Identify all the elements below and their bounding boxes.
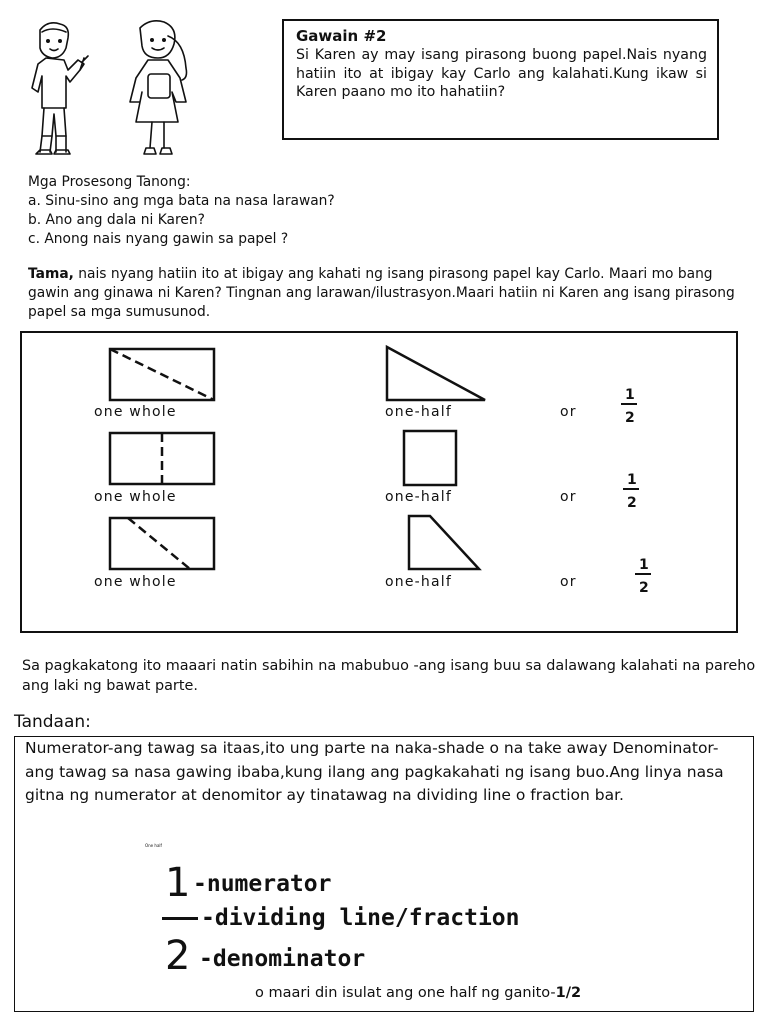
gawain-body: Si Karen ay may isang pirasong buong papel.Nais nyang hatiin ito at ibigay kay Carlo ang kalahati.Kung ikaw si Karen paano mo ito hahatiin? [296,47,707,100]
half-note-value: 1/2 [555,985,582,1001]
process-questions [28,173,335,249]
question-item: b. Ano ang dala ni Karen? [28,212,205,228]
one-half-label: one-half [385,404,452,420]
big-fraction-bar [162,917,198,920]
half-trapezoid [409,516,479,569]
numerator-label: -numerator [193,871,332,897]
half-note-text: o maari din isulat ang one half ng ganito- [255,985,556,1001]
fraction-numerator: 1 [639,557,649,573]
dividing-line-label: -dividing line/fraction [201,905,520,931]
tandaan-box [14,736,754,1012]
conclusion-paragraph: Sa pagkakatong ito maaari natin sabihin na mabubuo -ang isang buu sa dalawang kalahati na pareho ang laki ng bawat parte. [22,658,756,694]
gawain-task-box [282,19,719,140]
fraction-illustration-box [20,331,738,633]
tama-rest: nais nyang hatiin ito at ibigay ang kahati ng isang pirasong papel kay Carlo. Maari mo bang gawin ang ginawa ni Karen? Tingnan ang larawan/ilustrasyon.Maari hatiin ni Karen ang isang pirasong papel sa mga sumusunod. [28,266,735,320]
big-denominator: 2 [165,933,191,979]
tandaan-heading: Tandaan: [14,712,91,732]
questions-heading: Mga Prosesong Tanong: [28,174,191,190]
one-half-note [255,985,581,1001]
one-half-label: one-half [385,574,452,590]
tandaan-text: Numerator-ang tawag sa itaas,ito ung parte na naka-shade o na take away Denominator-ang tawag sa nasa gawing ibaba,kung ilang ang pagkakahati ng isang buo.Ang linya nasa gitna ng numerator at denomitor ay tinatawag na dividing line o fraction bar. [25,739,724,804]
whole-rectangle-slant [110,518,214,569]
fraction-numerator: 1 [627,472,637,488]
big-numerator: 1 [165,860,191,906]
half-right-triangle [387,347,485,400]
boy-figure [32,23,88,154]
tama-paragraph [28,265,740,322]
gawain-title: Gawain #2 [296,27,387,45]
or-label: or [560,404,577,420]
half-rectangle [404,431,456,485]
girl-figure [130,21,187,154]
denominator-label: -denominator [199,946,366,972]
or-label: or [560,489,577,505]
fraction-denominator: 2 [627,495,637,511]
question-item: c. Anong nais nyang gawin sa papel ? [28,231,289,247]
one-whole-label: one whole [94,404,177,420]
one-half-label: one-half [385,489,452,505]
one-half-tiny-label: One half [145,843,162,848]
fraction-denominator: 2 [639,580,649,596]
children-illustration [18,18,198,168]
or-label: or [560,574,577,590]
one-whole-label: one whole [94,574,177,590]
fraction-diagrams [22,333,736,631]
tama-lead: Tama, [28,266,74,282]
fraction-numerator: 1 [625,387,635,403]
dashed-diagonal-cut [110,349,214,400]
question-item: a. Sinu-sino ang mga bata na nasa larawan? [28,193,335,209]
fraction-denominator: 2 [625,410,635,426]
dashed-slant-cut [128,518,190,569]
one-whole-label: one whole [94,489,177,505]
